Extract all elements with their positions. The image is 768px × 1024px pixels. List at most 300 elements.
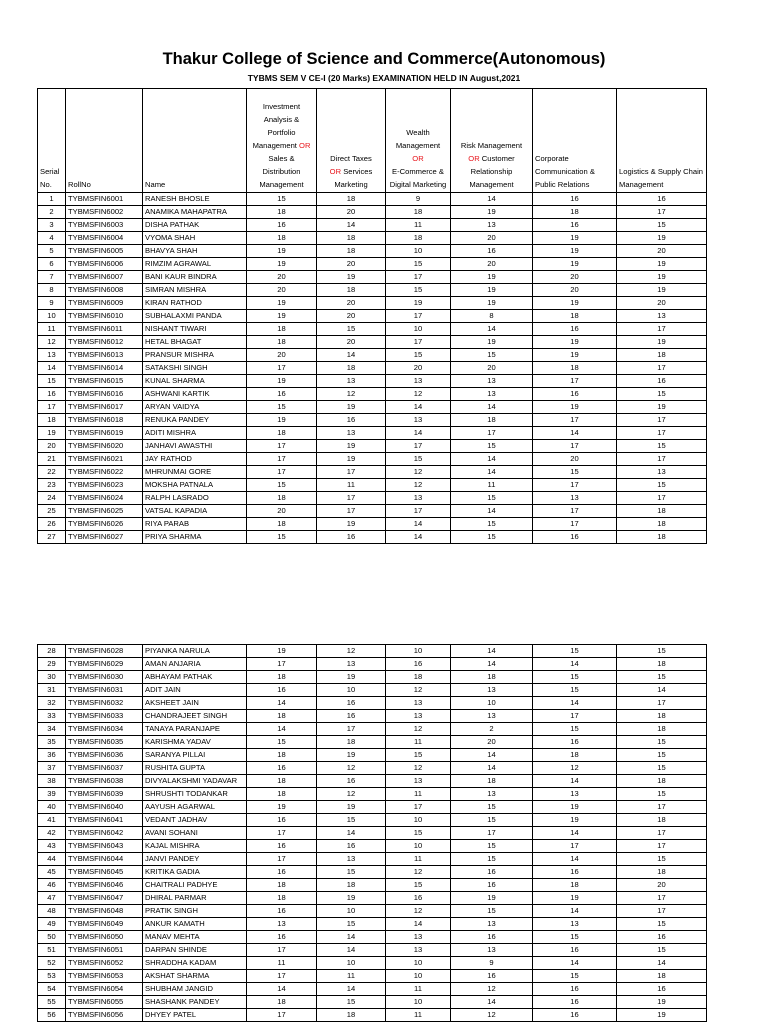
subject-6-mark: 15 [617, 762, 707, 775]
subject-2-mark: 15 [317, 814, 386, 827]
subject-3-mark: 13 [386, 414, 451, 427]
rollno-cell: TYBMSFIN6022 [66, 466, 143, 479]
table-row [38, 775, 707, 788]
serial-cell: 37 [38, 762, 66, 775]
subject-1-mark: 20 [247, 505, 317, 518]
subject-3-mark: 20 [386, 362, 451, 375]
subject-1-mark: 17 [247, 362, 317, 375]
rollno-cell: TYBMSFIN6005 [66, 245, 143, 258]
subject-1-mark: 19 [247, 375, 317, 388]
rollno-cell: TYBMSFIN6018 [66, 414, 143, 427]
subject-5-mark: 17 [533, 505, 617, 518]
subject-6-mark: 19 [617, 996, 707, 1009]
subject-5-mark: 16 [533, 531, 617, 544]
rollno-cell: TYBMSFIN6053 [66, 970, 143, 983]
subject-5-mark: 14 [533, 905, 617, 918]
subject-1-mark: 18 [247, 232, 317, 245]
subject-5-mark: 18 [533, 310, 617, 323]
name-cell: DHYEY PATEL [143, 1009, 247, 1022]
subject-2-mark: 18 [317, 245, 386, 258]
subject-3-mark: 15 [386, 827, 451, 840]
table-row [38, 853, 707, 866]
subject-1-mark: 16 [247, 684, 317, 697]
subject-1-mark: 18 [247, 710, 317, 723]
subject-1-mark: 17 [247, 466, 317, 479]
table-row [38, 996, 707, 1009]
subject-3-mark: 13 [386, 944, 451, 957]
subject-6-mark: 18 [617, 710, 707, 723]
subject-3-mark: 10 [386, 814, 451, 827]
subject-3-mark: 13 [386, 697, 451, 710]
subject-6-mark: 19 [617, 271, 707, 284]
rollno-cell: TYBMSFIN6033 [66, 710, 143, 723]
serial-cell: 5 [38, 245, 66, 258]
subject-4-mark: 14 [451, 645, 533, 658]
rollno-cell: TYBMSFIN6037 [66, 762, 143, 775]
subject-5-mark: 16 [533, 323, 617, 336]
subject-4-mark: 20 [451, 258, 533, 271]
table-row [38, 723, 707, 736]
table-row [38, 658, 707, 671]
subject-4-mark: 11 [451, 479, 533, 492]
subject-2-mark: 19 [317, 671, 386, 684]
subject-2-mark: 16 [317, 697, 386, 710]
name-cell: AVANI SOHANI [143, 827, 247, 840]
subject-1-mark: 15 [247, 736, 317, 749]
subject-2-mark: 19 [317, 453, 386, 466]
name-cell: DISHA PATHAK [143, 219, 247, 232]
subject-4-mark: 17 [451, 827, 533, 840]
rollno-cell: TYBMSFIN6045 [66, 866, 143, 879]
subject-6-mark: 18 [617, 531, 707, 544]
subject-4-mark: 20 [451, 736, 533, 749]
subject-6-mark: 18 [617, 658, 707, 671]
table-row [38, 245, 707, 258]
rollno-cell: TYBMSFIN6039 [66, 788, 143, 801]
subject-3-primary: Wealth Management [395, 128, 441, 150]
subject-2-mark: 18 [317, 1009, 386, 1022]
name-cell: DHIRAL PARMAR [143, 892, 247, 905]
subject-2-mark: 16 [317, 840, 386, 853]
subject-2-mark: 18 [317, 879, 386, 892]
subject-2-primary: Direct Taxes [330, 154, 372, 163]
table-row [38, 801, 707, 814]
subject-3-mark: 13 [386, 710, 451, 723]
subject-1-mark: 17 [247, 658, 317, 671]
subject-2-mark: 11 [317, 970, 386, 983]
header-subject-1 [247, 89, 317, 193]
subject-6-mark: 16 [617, 983, 707, 996]
rollno-cell: TYBMSFIN6006 [66, 258, 143, 271]
subject-6-mark: 19 [617, 284, 707, 297]
header-serial: Serial No. [38, 89, 66, 193]
subject-2-mark: 12 [317, 788, 386, 801]
subject-2-mark: 16 [317, 775, 386, 788]
rollno-cell: TYBMSFIN6001 [66, 193, 143, 206]
table-row [38, 401, 707, 414]
subject-3-mark: 10 [386, 323, 451, 336]
serial-cell: 54 [38, 983, 66, 996]
serial-cell: 49 [38, 918, 66, 931]
subject-2-mark: 10 [317, 905, 386, 918]
subject-4-mark: 16 [451, 970, 533, 983]
subject-1-mark: 15 [247, 193, 317, 206]
name-cell: JANVI PANDEY [143, 853, 247, 866]
name-cell: PRIYA SHARMA [143, 531, 247, 544]
name-cell: HETAL BHAGAT [143, 336, 247, 349]
subject-6-mark: 17 [617, 323, 707, 336]
subject-4-mark: 19 [451, 892, 533, 905]
serial-cell: 34 [38, 723, 66, 736]
subject-6-mark: 18 [617, 349, 707, 362]
subject-5-mark: 19 [533, 245, 617, 258]
name-cell: RENUKA PANDEY [143, 414, 247, 427]
subject-1-mark: 17 [247, 853, 317, 866]
subject-4-mark: 15 [451, 440, 533, 453]
rollno-cell: TYBMSFIN6011 [66, 323, 143, 336]
subject-5-mark: 14 [533, 827, 617, 840]
subject-6-mark: 17 [617, 453, 707, 466]
subject-4-mark: 8 [451, 310, 533, 323]
table-row [38, 931, 707, 944]
subject-5-mark: 19 [533, 801, 617, 814]
subject-1-mark: 17 [247, 827, 317, 840]
table-row [38, 479, 707, 492]
subject-4-mark: 20 [451, 362, 533, 375]
subject-4-mark: 17 [451, 427, 533, 440]
subject-4-mark: 14 [451, 466, 533, 479]
serial-cell: 39 [38, 788, 66, 801]
subject-6-mark: 18 [617, 518, 707, 531]
table-row [38, 440, 707, 453]
subject-4-mark: 13 [451, 684, 533, 697]
subject-1-mark: 17 [247, 440, 317, 453]
subject-5-mark: 19 [533, 892, 617, 905]
subject-5-mark: 18 [533, 362, 617, 375]
subject-5-mark: 15 [533, 684, 617, 697]
subject-2-mark: 14 [317, 983, 386, 996]
subject-6-mark: 15 [617, 388, 707, 401]
subject-5-mark: 15 [533, 671, 617, 684]
subject-4-mark: 15 [451, 349, 533, 362]
subject-4-mark: 15 [451, 840, 533, 853]
subject-1-mark: 19 [247, 297, 317, 310]
name-cell: VEDANT JADHAV [143, 814, 247, 827]
serial-cell: 28 [38, 645, 66, 658]
subject-1-mark: 15 [247, 479, 317, 492]
subject-3-mark: 12 [386, 388, 451, 401]
subject-6-mark: 18 [617, 723, 707, 736]
rollno-cell: TYBMSFIN6050 [66, 931, 143, 944]
subject-3-mark: 19 [386, 297, 451, 310]
subject-3-mark: 15 [386, 879, 451, 892]
subject-2-mark: 11 [317, 479, 386, 492]
rollno-cell: TYBMSFIN6010 [66, 310, 143, 323]
subject-4-mark: 18 [451, 671, 533, 684]
name-cell: VYOMA SHAH [143, 232, 247, 245]
subject-3-mark: 18 [386, 206, 451, 219]
subject-3-mark: 17 [386, 801, 451, 814]
serial-cell: 20 [38, 440, 66, 453]
name-cell: KAJAL MISHRA [143, 840, 247, 853]
subject-4-mark: 14 [451, 453, 533, 466]
header-subject-3 [386, 89, 451, 193]
table-row [38, 466, 707, 479]
subject-3-mark: 14 [386, 918, 451, 931]
rollno-cell: TYBMSFIN6042 [66, 827, 143, 840]
table-row [38, 827, 707, 840]
subject-4-mark: 14 [451, 505, 533, 518]
subject-5-mark: 19 [533, 232, 617, 245]
name-cell: DIVYALAKSHMI YADAVAR [143, 775, 247, 788]
subject-6-mark: 19 [617, 258, 707, 271]
rollno-cell: TYBMSFIN6028 [66, 645, 143, 658]
rollno-cell: TYBMSFIN6024 [66, 492, 143, 505]
subject-6-mark: 20 [617, 297, 707, 310]
table-row [38, 879, 707, 892]
subject-3-mark: 12 [386, 684, 451, 697]
subject-4-mark: 15 [451, 531, 533, 544]
subject-4-mark: 13 [451, 375, 533, 388]
subject-3-mark: 11 [386, 983, 451, 996]
subject-5-mark: 14 [533, 697, 617, 710]
subject-2-mark: 19 [317, 440, 386, 453]
name-cell: CHAITRALI PADHYE [143, 879, 247, 892]
subject-3-mark: 12 [386, 723, 451, 736]
subject-3-mark: 15 [386, 749, 451, 762]
subject-2-mark: 18 [317, 232, 386, 245]
subject-3-mark: 17 [386, 271, 451, 284]
name-cell: SATAKSHI SINGH [143, 362, 247, 375]
table-row [38, 531, 707, 544]
rollno-cell: TYBMSFIN6025 [66, 505, 143, 518]
subject-2-mark: 10 [317, 684, 386, 697]
name-cell: MOKSHA PATNALA [143, 479, 247, 492]
rollno-cell: TYBMSFIN6051 [66, 944, 143, 957]
subject-6-mark: 15 [617, 853, 707, 866]
subject-6-mark: 19 [617, 401, 707, 414]
serial-cell: 12 [38, 336, 66, 349]
serial-cell: 21 [38, 453, 66, 466]
subject-2-mark: 20 [317, 297, 386, 310]
name-cell: DARPAN SHINDE [143, 944, 247, 957]
rollno-cell: TYBMSFIN6007 [66, 271, 143, 284]
subject-4-mark: 13 [451, 710, 533, 723]
subject-6-mark: 14 [617, 957, 707, 970]
subject-5-mark: 19 [533, 349, 617, 362]
subject-2-mark: 18 [317, 362, 386, 375]
subject-1-mark: 16 [247, 905, 317, 918]
subject-1-mark: 18 [247, 749, 317, 762]
serial-cell: 9 [38, 297, 66, 310]
subject-3-mark: 13 [386, 375, 451, 388]
subject-6-mark: 13 [617, 310, 707, 323]
subject-5-mark: 16 [533, 944, 617, 957]
subject-4-mark: 20 [451, 232, 533, 245]
subject-3-mark: 15 [386, 453, 451, 466]
subject-3-mark: 11 [386, 788, 451, 801]
subject-3-mark: 14 [386, 401, 451, 414]
serial-cell: 14 [38, 362, 66, 375]
serial-cell: 16 [38, 388, 66, 401]
name-cell: ADITI MISHRA [143, 427, 247, 440]
subject-3-mark: 11 [386, 736, 451, 749]
subject-3-mark: 10 [386, 840, 451, 853]
subject-3-alternate: E-Commerce & Digital Marketing [389, 167, 447, 189]
subject-4-or: OR [468, 154, 480, 163]
name-cell: SHASHANK PANDEY [143, 996, 247, 1009]
subject-1-mark: 16 [247, 866, 317, 879]
table-row [38, 427, 707, 440]
table-row [38, 866, 707, 879]
name-cell: KARISHMA YADAV [143, 736, 247, 749]
serial-cell: 25 [38, 505, 66, 518]
subject-1-mark: 16 [247, 814, 317, 827]
subject-3-mark: 13 [386, 492, 451, 505]
rollno-cell: TYBMSFIN6021 [66, 453, 143, 466]
subject-5-mark: 14 [533, 427, 617, 440]
subject-6-mark: 17 [617, 801, 707, 814]
table-row [38, 375, 707, 388]
subject-5-mark: 13 [533, 788, 617, 801]
rollno-cell: TYBMSFIN6052 [66, 957, 143, 970]
serial-cell: 50 [38, 931, 66, 944]
subject-1-mark: 11 [247, 957, 317, 970]
serial-cell: 24 [38, 492, 66, 505]
subject-6-mark: 17 [617, 427, 707, 440]
rollno-cell: TYBMSFIN6048 [66, 905, 143, 918]
name-cell: SUBHALAXMI PANDA [143, 310, 247, 323]
marks-table-page-1 [37, 88, 707, 544]
name-cell: MANAV MEHTA [143, 931, 247, 944]
subject-6-mark: 19 [617, 336, 707, 349]
header-row [38, 89, 707, 193]
subject-4-mark: 19 [451, 206, 533, 219]
subject-5-mark: 16 [533, 219, 617, 232]
subject-5-mark: 18 [533, 206, 617, 219]
subject-6-mark: 15 [617, 736, 707, 749]
name-cell: SHRUSHTI TODANKAR [143, 788, 247, 801]
name-cell: MHRUNMAI GORE [143, 466, 247, 479]
name-cell: AMAN ANJARIA [143, 658, 247, 671]
subject-3-mark: 10 [386, 996, 451, 1009]
table-row [38, 944, 707, 957]
subject-5-mark: 20 [533, 453, 617, 466]
table-row [38, 970, 707, 983]
serial-cell: 29 [38, 658, 66, 671]
subject-3-mark: 12 [386, 866, 451, 879]
header-name: Name [143, 89, 247, 193]
table-row [38, 492, 707, 505]
subject-3-mark: 17 [386, 505, 451, 518]
name-cell: ANAMIKA MAHAPATRA [143, 206, 247, 219]
subject-1-mark: 14 [247, 723, 317, 736]
subject-4-mark: 16 [451, 866, 533, 879]
rollno-cell: TYBMSFIN6002 [66, 206, 143, 219]
table-row [38, 271, 707, 284]
rollno-cell: TYBMSFIN6009 [66, 297, 143, 310]
subject-5-mark: 14 [533, 775, 617, 788]
rollno-cell: TYBMSFIN6014 [66, 362, 143, 375]
subject-3-mark: 13 [386, 775, 451, 788]
serial-cell: 47 [38, 892, 66, 905]
serial-cell: 42 [38, 827, 66, 840]
rollno-cell: TYBMSFIN6016 [66, 388, 143, 401]
rollno-cell: TYBMSFIN6032 [66, 697, 143, 710]
subject-2-mark: 19 [317, 401, 386, 414]
subject-1-mark: 18 [247, 879, 317, 892]
subject-2-mark: 13 [317, 427, 386, 440]
subject-4-mark: 13 [451, 388, 533, 401]
serial-cell: 19 [38, 427, 66, 440]
table-row [38, 193, 707, 206]
header-subject-4 [451, 89, 533, 193]
subject-2-mark: 18 [317, 736, 386, 749]
subject-3-mark: 17 [386, 310, 451, 323]
subject-5-mark: 16 [533, 388, 617, 401]
serial-cell: 33 [38, 710, 66, 723]
subject-1-mark: 16 [247, 762, 317, 775]
subject-1-mark: 16 [247, 840, 317, 853]
subject-4-mark: 14 [451, 401, 533, 414]
subject-5-mark: 17 [533, 414, 617, 427]
subject-5-mark: 19 [533, 258, 617, 271]
serial-cell: 18 [38, 414, 66, 427]
rollno-cell: TYBMSFIN6020 [66, 440, 143, 453]
table-row [38, 892, 707, 905]
subject-4-mark: 15 [451, 801, 533, 814]
subject-1-mark: 17 [247, 1009, 317, 1022]
subject-4-mark: 2 [451, 723, 533, 736]
subject-3-mark: 12 [386, 762, 451, 775]
serial-cell: 51 [38, 944, 66, 957]
header-subject-5: Corporate Communication & Public Relations [533, 89, 617, 193]
table-row [38, 736, 707, 749]
serial-cell: 27 [38, 531, 66, 544]
subject-4-mark: 10 [451, 697, 533, 710]
subject-1-mark: 13 [247, 918, 317, 931]
name-cell: BANI KAUR BINDRA [143, 271, 247, 284]
subject-2-mark: 12 [317, 388, 386, 401]
serial-cell: 2 [38, 206, 66, 219]
subject-1-mark: 20 [247, 271, 317, 284]
subject-2-mark: 15 [317, 996, 386, 1009]
subject-5-mark: 19 [533, 336, 617, 349]
subject-1-mark: 17 [247, 944, 317, 957]
name-cell: JANHAVI AWASTHI [143, 440, 247, 453]
subject-5-mark: 18 [533, 749, 617, 762]
subject-2-mark: 19 [317, 271, 386, 284]
serial-cell: 3 [38, 219, 66, 232]
serial-cell: 38 [38, 775, 66, 788]
serial-cell: 44 [38, 853, 66, 866]
serial-cell: 4 [38, 232, 66, 245]
table-row [38, 788, 707, 801]
subject-3-mark: 10 [386, 245, 451, 258]
subject-2-mark: 13 [317, 658, 386, 671]
subject-3-mark: 15 [386, 284, 451, 297]
subject-2-mark: 10 [317, 957, 386, 970]
subject-2-mark: 14 [317, 827, 386, 840]
name-cell: RIYA PARAB [143, 518, 247, 531]
name-cell: RUSHITA GUPTA [143, 762, 247, 775]
name-cell: TANAYA PARANJAPE [143, 723, 247, 736]
serial-cell: 55 [38, 996, 66, 1009]
serial-cell: 30 [38, 671, 66, 684]
subject-3-mark: 10 [386, 957, 451, 970]
subject-2-mark: 13 [317, 375, 386, 388]
rollno-cell: TYBMSFIN6026 [66, 518, 143, 531]
